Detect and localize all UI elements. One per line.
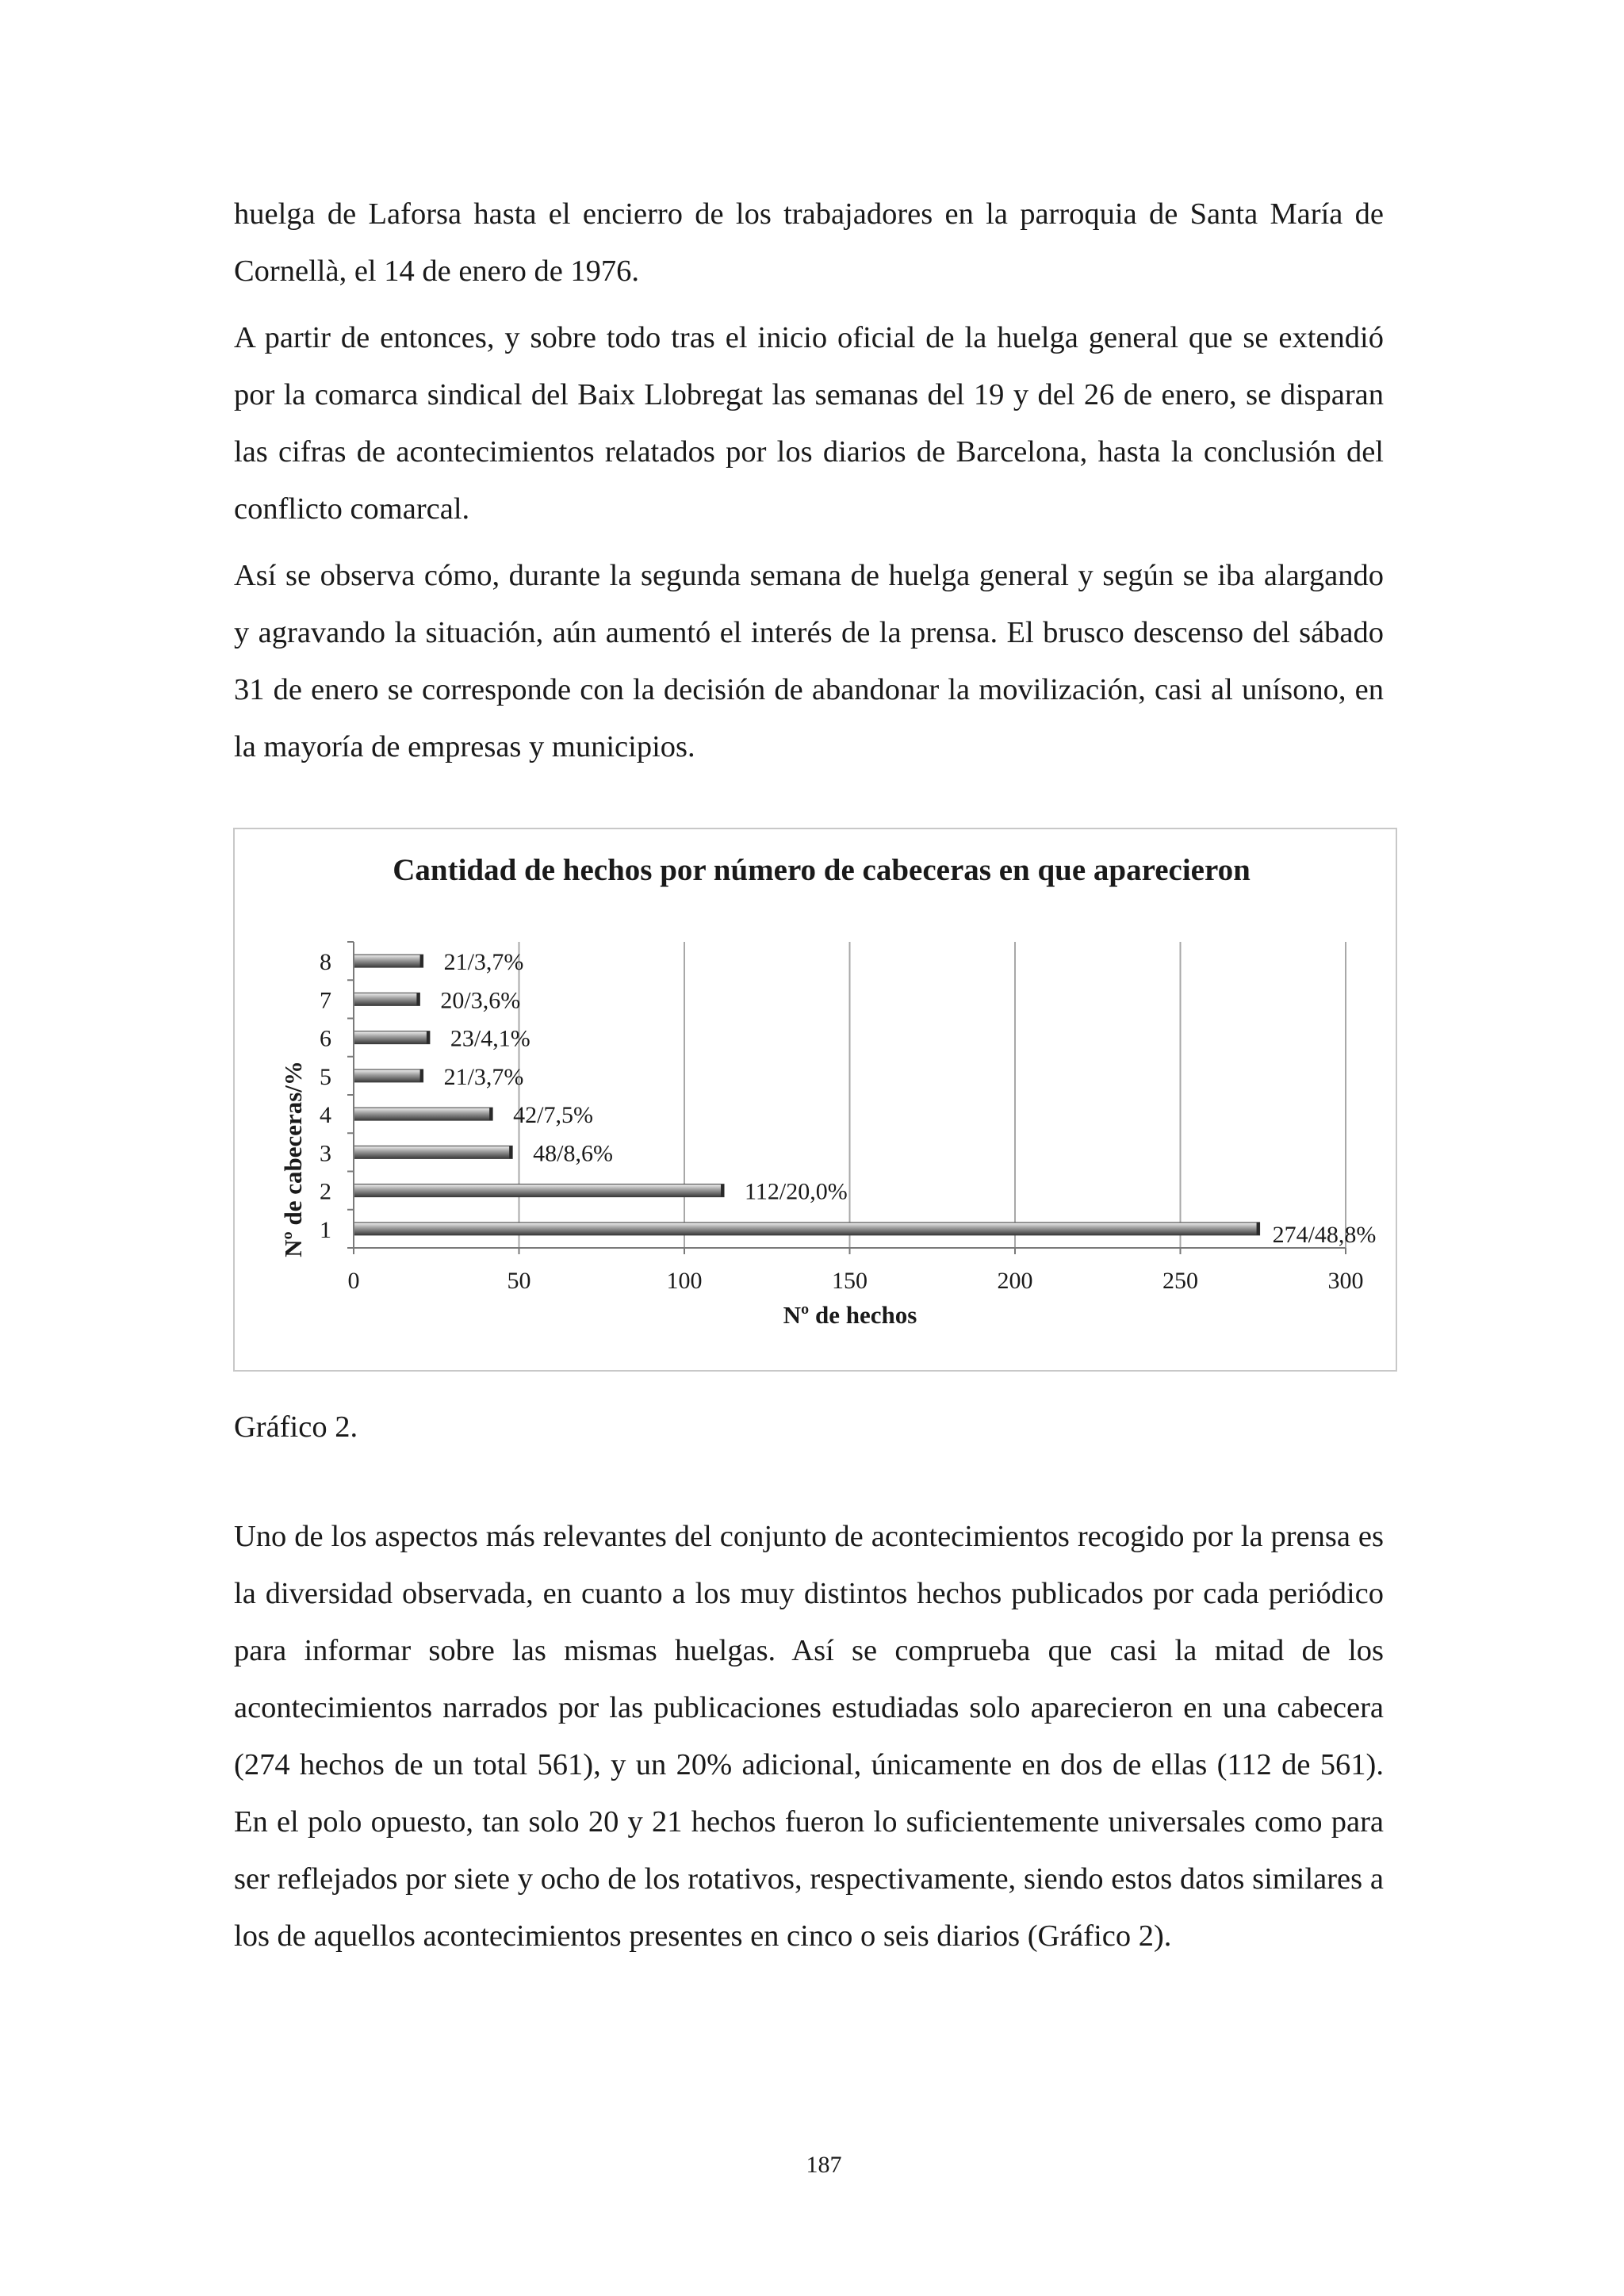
y-tick-label: 5	[320, 1063, 331, 1090]
data-label-7: 20/3,6%	[440, 987, 521, 1014]
bar-2	[354, 1184, 724, 1197]
x-tick-label: 250	[1162, 1268, 1198, 1294]
y-tick-label: 2	[320, 1178, 331, 1205]
bar-3	[354, 1146, 512, 1158]
bar-chart	[235, 829, 1399, 1373]
chart-title: Cantidad de hechos por número de cabeceras en que aparecieron	[393, 853, 1251, 887]
bar-end-cap	[427, 1031, 430, 1044]
chart-data-labels	[440, 949, 1376, 1248]
chart-frame	[233, 828, 1397, 1372]
bar-5	[354, 1070, 423, 1082]
bar-end-cap	[420, 955, 423, 967]
bar-end-cap	[489, 1108, 492, 1120]
y-tick-label: 3	[320, 1140, 331, 1167]
data-label-8: 21/3,7%	[443, 949, 524, 976]
paragraph-2-text: A partir de entonces, y sobre todo tras el inicio oficial de la huelga general que se extendió por la comarca sindical del Baix Llobregat las semanas del 19 y del 26 de enero, se disparan las cifras de acontecimientos relatados por los diarios de Barcelona, hasta la conclusión del conflicto comarcal.	[234, 321, 1384, 526]
chart-x-axis-title: Nº de hechos	[783, 1301, 917, 1329]
paragraph-1	[234, 186, 1384, 300]
chart-gridlines	[519, 942, 1346, 1248]
data-label-1: 274/48,8%	[1272, 1221, 1377, 1248]
x-tick-label: 100	[666, 1268, 703, 1294]
bar-6	[354, 1031, 430, 1044]
data-label-6: 23/4,1%	[450, 1025, 530, 1052]
y-tick-label: 1	[320, 1216, 331, 1243]
data-label-3: 48/8,6%	[533, 1140, 613, 1167]
x-tick-label: 0	[347, 1268, 360, 1294]
paragraph-3-text: Así se observa cómo, durante la segunda semana de huelga general y según se iba alargando y agravando la situación, aún aumentó el interés de la prensa. El brusco descenso del sábado 31 de enero se corresponde con la decisión de abandonar la movilización, casi al unísono, en la mayoría de empresas y municipios.	[234, 559, 1384, 763]
bar-end-cap	[1257, 1223, 1260, 1235]
paragraph-4-text: Uno de los aspectos más relevantes del conjunto de acontecimientos recogido por la prensa es la diversidad observada, en cuanto a los muy distintos hechos publicados por cada periódico para informar sobre las mismas huelgas. Así se comprueba que casi la mitad de los acontecimientos narrados por las publicaciones estudiadas solo aparecieron en una cabecera (274 hechos de un total 561), y un 20% adicional, únicamente en dos de ellas (112 de 561). En el polo opuesto, tan solo 20 y 21 hechos fueron lo suficientemente universales como para ser reflejados por siete y ocho de los rotativos, respectivamente, siendo estos datos similares a los de aquellos acontecimientos presentes en cinco o seis diarios (Gráfico 2).	[234, 1520, 1384, 1953]
bar-4	[354, 1108, 492, 1120]
paragraph-1-text: huelga de Laforsa hasta el encierro de los trabajadores en la parroquia de Santa María de Cornellà, el 14 de enero de 1976.	[234, 197, 1384, 288]
bar-1	[354, 1223, 1260, 1235]
bar-7	[354, 993, 419, 1005]
y-tick-label: 6	[320, 1025, 331, 1052]
bar-8	[354, 955, 423, 967]
bar-end-cap	[509, 1146, 512, 1158]
page-number: 187	[806, 2152, 842, 2178]
y-tick-label: 7	[320, 987, 331, 1014]
chart-y-axis-title: Nº de cabeceras/%	[279, 1061, 307, 1257]
data-label-5: 21/3,7%	[443, 1063, 524, 1090]
y-tick-label: 4	[320, 1102, 331, 1129]
bar-end-cap	[721, 1184, 724, 1197]
x-tick-label: 300	[1327, 1268, 1364, 1294]
x-tick-label: 200	[997, 1268, 1033, 1294]
figure-caption: Gráfico 2.	[234, 1410, 358, 1444]
bar-end-cap	[420, 1070, 423, 1082]
data-label-4: 42/7,5%	[513, 1102, 593, 1129]
y-tick-label: 8	[320, 949, 331, 976]
x-tick-label: 50	[507, 1268, 531, 1294]
data-label-2: 112/20,0%	[745, 1178, 848, 1205]
paragraph-4	[234, 1508, 1384, 1965]
bar-end-cap	[416, 993, 419, 1005]
paragraph-3	[234, 547, 1384, 775]
paragraph-2	[234, 309, 1384, 538]
x-tick-label: 150	[832, 1268, 868, 1294]
